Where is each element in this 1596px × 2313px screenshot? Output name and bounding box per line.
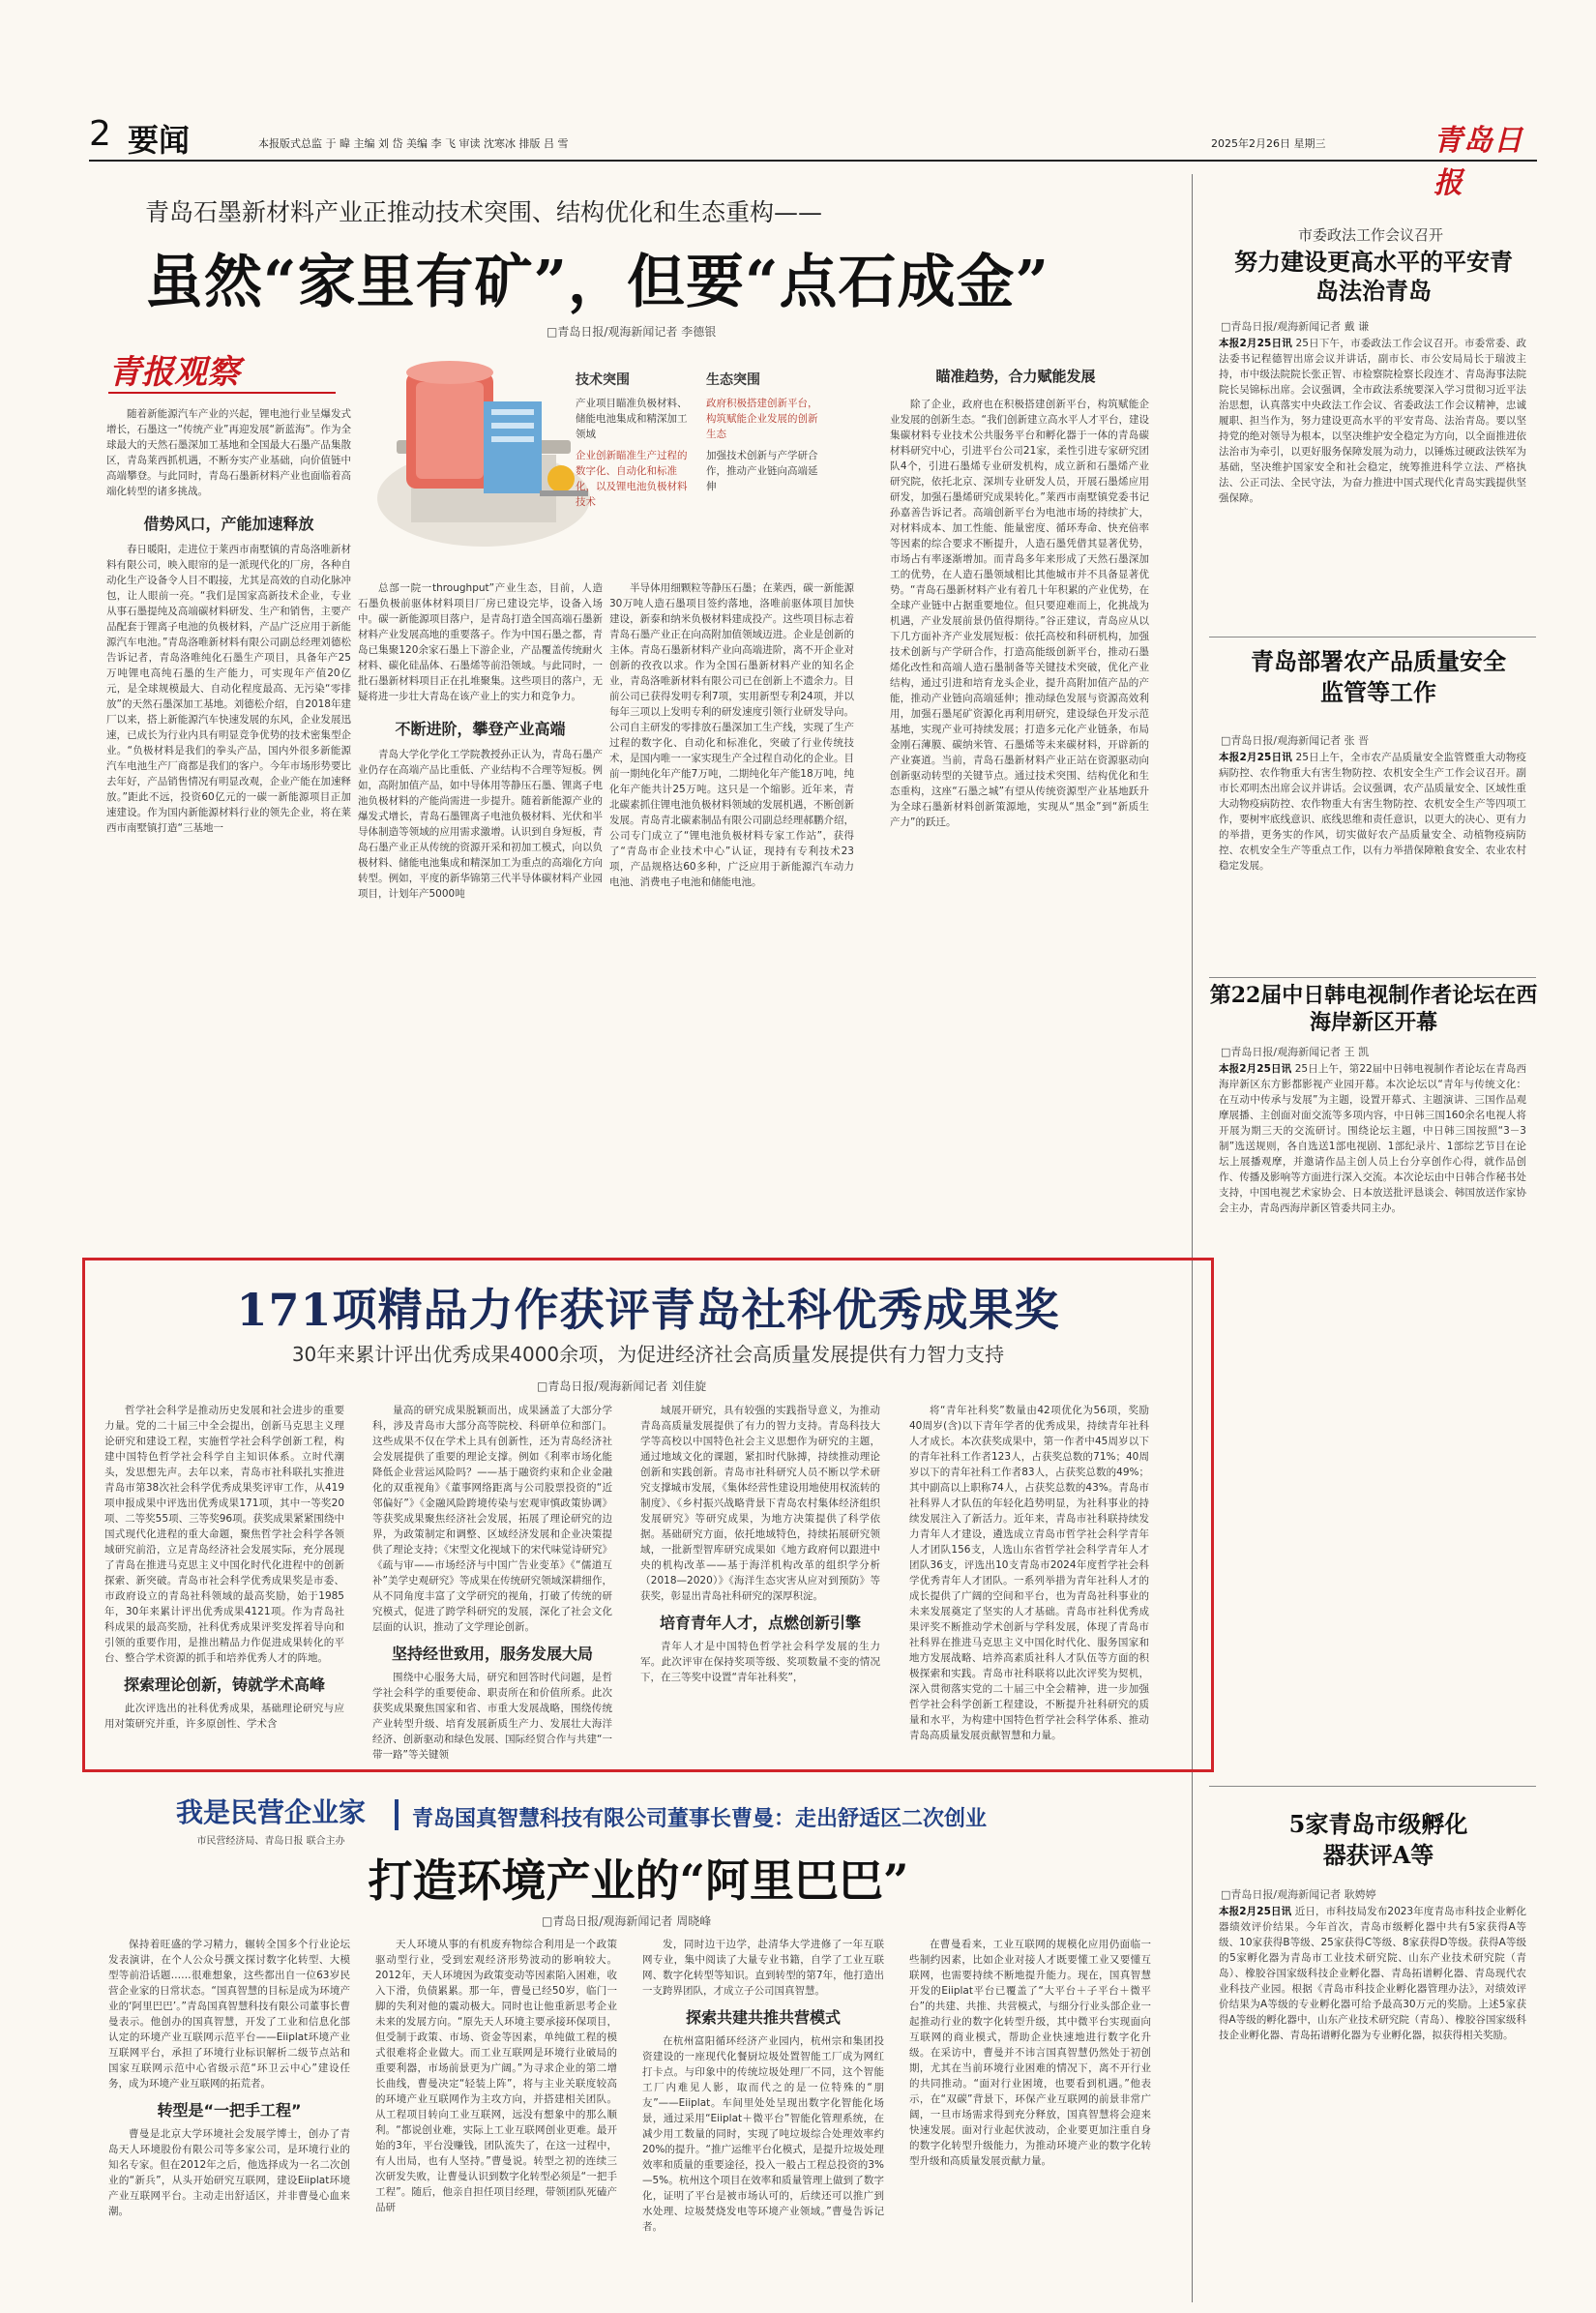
dateline: 本报2月25日讯 bbox=[1219, 1063, 1292, 1075]
bottom-story-col3-tail: 在杭州富阳循环经济产业园内，杭州宗和集团投资建设的一座现代化餐厨垃圾处置智能工厂成为网红打卡点。与印象中的传统垃圾处理厂不同，这个智能工厂内难见人影，取而代之的是一位特殊的“朋友”——Eiiplat。车间里处处呈现出数字化智能化场景，通过采用“Eiiplat＋微平台”智能化管理系统，在减少用工数量的同时，实现了吨垃圾综合处理效率约20%的提升。“推广运维平台化模式，是提升垃圾处理效率和质量的重要途径，投入一般占工程总投资的3%—5%。杭州这个项目在效率和质量管理上做到了数字化，证明了平台是被市场认可的，后续还可以推广到水处理、垃圾焚烧发电等环境产业领域。”曹曼告诉记者。 bbox=[642, 2035, 884, 2233]
infographic-eco-item: 加强技术创新与产学研合作，推动产业链向高端延伸 bbox=[706, 450, 818, 492]
top-story-col3-body: 半导体用细颗粒等静压石墨；在莱西，碳一新能源30万吨人造石墨项目签约落地，洛唯前驱体项目加快建设，新泰和纳米负极材料建成投产。这些项目标志着青岛石墨产业正在向高附加值领域迈进。企业是创新的主体。青岛石墨新材料产业向高端进阶，离不开企业对创新的孜孜以求。作为全国石墨新材料产业的知名企业，青岛洛唯新材料有限公司已在创新上不遗余力。目前公司已获得发明专利7项，实用新型专利24项，并以每年三项以上发明专利的研发速度引领行业研发导向。公司自主研发的零排放石墨深加工生产线，实现了生产过程的数字化、自动化和标准化，突破了行业传统技术，是国内唯一一家实现生产全过程自动化的企业。目前一期纯化年产能7万吨，二期纯化年产能18万吨，纯化年产能共计25万吨。这只是一个缩影。近年来，青北碳素抓住锂电池负极材料领域的发展机遇，不断创新发展。青岛青北碳素制品有限公司副总经理郝鹏介绍，公司专门成立了“锂电池负极材料专家工作站”，获得了“青岛市企业技术中心”认证，现持有专利技术23项，产品规格达60多种，广泛应用于新能源汽车动力电池、消费电子电池和储能电池。 bbox=[609, 582, 854, 888]
top-story-col2-body: 总部一院一throughput”产业生态，目前，人造石墨负极前驱体材料项目厂房已建设完毕，设备入场中。碳一新能源项目落户，是青岛打造全国高端石墨新材料产业发展高地的重要落子。作为中国石墨之都，青岛已集聚120余家石墨上下游企业，产品覆盖传统耐火材料、碳化硅晶体、石墨烯等前沿领域。与此同时，一批石墨新材料项目正在扎堆聚集。这些项目的落户，无疑将进一步壮大青岛在该产业上的实力和竞争力。 bbox=[358, 582, 603, 702]
page-number: 2 bbox=[89, 114, 111, 154]
section-heading: 借势风口，产能加速释放 bbox=[143, 515, 314, 533]
infographic bbox=[368, 334, 890, 566]
side-byline: □青岛日报/观海新闻记者 耿娉婷 bbox=[1221, 1888, 1376, 1901]
bottom-story-col2 bbox=[375, 1937, 617, 2300]
bottom-story-col2-body: 天人环境从事的有机废弃物综合利用是一个政策驱动型行业，受到宏观经济形势波动的影响较大。2012年，天人环境因为政策变动等因素陷入困难，收入下滑，负债累累。那一年，曹曼已经50岁，临门一脚的失利对他的震动极大。同时也让他重新思考企业未来的发展方向。“原先天人环境主要承接环保项目，但受制于政策、市场、资金等因素，单纯做工程的模式很难将企业做大。而工业互联网是环境行业破局的重要利器，市场前景更为广阔。”为寻求企业的第二增长曲线，曹曼决定“轻装上阵”，将与主业关联度较高的环境产业互联网作为主攻方向，并搭建相关团队。从工程项目转向工业互联网，远没有想象中的那么顺利。“都说创业难，实际上工业互联网创业更难。最开始的3年，平台没赚钱，团队流失了，在这一过程中，有人出局，也有人坚持。”曹曼说。转型之初的连续三次研发失败，让曹曼认识到数字化转型必须是“一把手工程”。随后，他亲自担任项目经理，带领团队死磕产品研 bbox=[375, 1939, 617, 2213]
bottom-story-col1-body: 保持着旺盛的学习精力，辗转全国多个行业论坛发表演讲，在个人公众号撰文探讨数字化转型、大模型等前沿话题……很难想象，这些都出自一位63岁民营企业家的日常状态。“国真智慧的目标是成为环境产业的‘阿里巴巴’。”青岛国真智慧科技有限公司董事长曹曼表示。他创办的国真智慧，开发了工业和信息化部认定的环境产业互联网示范平台——Eiiplat环境产业互联网平台，承担了环境行业标识解析二级节点站和国家互联网示范中心省级示范“环卫云中心”建设任务，成为环境产业互联网的拓荒者。 bbox=[108, 1939, 350, 2090]
main-story-col3 bbox=[640, 1403, 880, 1763]
dateline: 本报2月25日讯 bbox=[1219, 338, 1292, 349]
side-headline: 5家青岛市级孵化器获评A等 bbox=[1288, 1810, 1468, 1869]
top-story-col2-body2: 青岛大学化学化工学院教授孙正认为，青岛石墨产业仍存在高端产品比重低、产业结构不合理等短板。例如，高附加值产品，如中导体用等静压石墨、锂离子电池负极材料的产能尚需进一步提升。随着新能源产业的爆发式增长，青岛石墨锂离子电池负极材料、光伏和半导体制造等领域的应用需求激增。认识到自身短板，青岛石墨产业正从传统的资源开采和初加工模式，向以负极材料、储能电池集成和精深加工为重点的高端化方向转型。例如，平度的新华锦第三代半导体碳材料产业园项目，计划年产5000吨 bbox=[358, 749, 603, 900]
side-body: 25日上午，全市农产品质量安全监管暨重大动物疫病防控、农作物重大有害生物防控、农机安全生产工作会议召开。副市长邓明杰出席会议并讲话。会议强调，农产品质量安全、区域性重大动物疫病防控、农作物重大有害生物防控、农机安全生产等四项工作，要树牢底线意识、底线思维和责任意识，以更大的决心、更有力的举措，更务实的作风，切实做好农产品质量安全、动植物疫病防控、农机安全生产等重点工作，以有力举措保障粮食安全、农业农村稳定发展。 bbox=[1219, 752, 1526, 872]
main-story-col4-body: 将“青年社科奖”数量由42项优化为56项，奖励40周岁(含)以下青年学者的优秀成果，持续青年社科人才成长。本次获奖成果中，第一作者中45周岁以下的青年社科工作者123人，占获奖总数的71%；40周岁以下的青年社科工作者83人，占获奖总数的49%；其中副高以上职称74人，占获奖总数的43%。青岛市社科界人才队伍的年轻化趋势明显，为社科事业的持续发展注入了新活力。近年来，青岛市社科联持续发力青年人才建设，遴选成立青岛市哲学社会科学青年人才团队156支，人选山东省哲学社会科学青年人才团队36支，评选出10支青岛市2024年度哲学社会科学优秀青年人才团队。一系列举措为青年社科人才的成长提供了广阔的空间和平台，也为青岛社科事业的未来发展奠定了坚实的人才基础。青岛市社科优秀成果评奖不断推动学术创新与学科发展，体现了青岛市社科界在推进马克思主义中国化时代化、服务国家和地方发展战略、培养高素质社科人才队伍等方面的积极探索和实践。青岛市社科联将以此次评奖为契机，深入贯彻落实党的二十届三中全会精神，进一步加强哲学社会科学创新工程建设，不断提升社科研究的质量和水平，为构建中国特色哲学社会科学体系、推动青岛高质量发展贡献智慧和力量。 bbox=[909, 1405, 1149, 1741]
side-body: 25日下午，市委政法工作会议召开。市委常委、政法委书记程德智出席会议并讲话，副市长、市公安局局长于瑞波主持，市中级法院院长张正智、市检察院检察长段连才、青岛海事法院院长吴锦标出席。会议强调，全市政法系统要深入学习贯彻习近平法治思想，认真落实中央政法工作会议、省委政法工作会议精神，忠诚履职、担当作为，努力建设更高水平的平安青岛、法治青岛。要以坚持党的绝对领导为根本，以坚决维护安全稳定为方向，以全面推进依法治市为牵引，以更好服务保障发展为动力，以锤炼过硬政法铁军为基础，坚决维护国家安全和社会稳定，统筹推进科学立法、严格执法、公正司法、全民守法，为奋力推进中国式现代化青岛实践提供坚强保障。 bbox=[1219, 338, 1526, 504]
column-banner bbox=[106, 1792, 435, 1846]
main-story-col1-tail: 此次评选出的社科优秀成果，基础理论研究与应用对策研究并重，许多原创性、学术含 bbox=[104, 1703, 344, 1730]
bottom-story-col4-body: 在曹曼看来，工业互联网的规模化应用仍面临一些制约因素，比如企业对接人才既要懂工业又要懂互联网，也需要持续不断地提升能力。现在，国真智慧开发的Eiiplat平台已覆盖了“大平台＋子平台＋微平台”的共建、共推、共营模式，与细分行业头部企业一起推动行业的数字化转型升级，其中微平台实现面向互联网的商业模式，帮助企业快速地进行数字化升级。在采访中，曹曼并不讳言国真智慧仍然处于初创期，尤其在当前环境行业困难的情况下，离不开行业的共同推动。“面对行业困境，也要看到机遇。”他表示，在“双碳”背景下，环保产业互联网的前景非常广阔，一旦市场需求得到充分释放，国真智慧将会迎来快速发展。面对行业起伏波动，企业要更加注重自身的数字化转型升级能力，为推动环境产业的数字化转型升级和高质量发展贡献力量。 bbox=[909, 1939, 1151, 2167]
bottom-story-byline: □青岛日报/观海新闻记者 周晓峰 bbox=[542, 1914, 712, 1928]
editor-credits: 本报版式总监 于 暐 主编 刘 岱 美编 李 飞 审读 沈寒冰 排版 吕 雪 bbox=[258, 137, 569, 150]
bottom-story-col3-body: 发，同时边干边学，赴清华大学进修了一年互联网专业，集中阅读了大量专业书籍，自学了工业互联网、数字化转型等知识。直到转型的第7年，他打造出一支跨界团队，才成立子公司国真智慧。 bbox=[642, 1939, 884, 1997]
top-story-col4-body: 除了企业，政府也在积极搭建创新平台，构筑赋能企业发展的创新生态。“我们创新建立高水平人才平台，建设集碳材料专业技术公共服务平台和孵化器于一体的青岛碳材料研究中心，引进平台公司21家，柔性引进专家研究团队4个，引进石墨烯专业研发机构，成立新和石墨烯产业研究院，依托北京、深圳专业研发人员，开展石墨烯应用研发，加强石墨烯研究成果转化。”莱西市南墅镇党委书记孙嘉善告诉记者。高端创新平台为电池市场的持续扩大，对材料成本、加工性能、能量密度、循环寿命、快充倍率等因素的综合要求不断提升，人造石墨凭借其显著优势，市场占有率逐渐增加。而青岛多年来形成了天然石墨深加工的优势，在人造石墨领域相比其他城市并不具备显著优势。“青岛石墨新材料产业有着几十年积累的产业优势，在全球产业链中占据重要地位。但只要迎难而上，化挑战为机遇，产业发展前景仍值得期待。”谷正建议，青岛应从以下几方面补齐产业发展短板：依托高校和科研机构，加强技术创新与产学研合作，打造高能级创新平台，推动石墨烯化改性和高端人造石墨制备等关键技术突破，优化产业结构，通过引进和培育龙头企业，提升高附加值产品的产能，推动产业链向高端延伸；推动绿色发展与资源高效利用，加强石墨尾矿资源化再利用研究，建设绿色开发示范基地，实现产业可持续发展；打造多元化产业链条，布局金刚石薄膜、碳纳米管、石墨烯等未来碳材料，开辟新的产业赛道。当前，青岛石墨新材料产业正站在资源驱动向创新驱动转型的关键节点。通过技术突围、结构优化和生态重构，这座“石墨之城”有望从传统资源型产业基地跃升为全球石墨新材料创新策源地，实现从“黑金”到“新质生产力”的跃迁。 bbox=[890, 399, 1149, 828]
side-divider bbox=[1209, 637, 1536, 638]
side-article bbox=[1219, 1061, 1526, 1501]
bottom-story-col1-tail: 曹曼是北京大学环境社会发展学博士，创办了青岛天人环境股份有限公司等多家公司，是环境行业的知名专家。但在2012年之后，他选择成为一名二次创业的“新兵”，从头开始研究互联网，建设Eiiplat环境产业互联网平台。主动走出舒适区，并非曹曼心血来潮。 bbox=[108, 2128, 350, 2217]
infographic-eco-panel bbox=[706, 372, 822, 556]
top-story-col2 bbox=[358, 580, 603, 1219]
bottom-story-headline: 打造环境产业的“阿里巴巴” bbox=[368, 1854, 909, 1907]
bottom-story-kicker: 青岛国真智慧科技有限公司董事长曹曼：走出舒适区二次创业 bbox=[412, 1807, 988, 1831]
side-byline: □青岛日报/观海新闻记者 王 凯 bbox=[1221, 1046, 1370, 1058]
section-heading: 转型是“一把手工程” bbox=[157, 2101, 302, 2120]
masthead-rule bbox=[89, 160, 1537, 162]
side-headline: 努力建设更高水平的平安青岛法治青岛 bbox=[1234, 248, 1513, 305]
top-story-kicker: 青岛石墨新材料产业正推动技术突围、结构优化和生态重构—— bbox=[145, 198, 823, 226]
bottom-story-kicker-bar bbox=[395, 1799, 1114, 1830]
top-story-col3 bbox=[609, 580, 854, 1219]
main-story-col4 bbox=[909, 1403, 1149, 1763]
issue-date: 2025年2月26日 星期三 bbox=[1211, 137, 1326, 150]
side-body: 25日上午，第22届中日韩电视制作者论坛在青岛西海岸新区东方影都影视产业园开幕。本次论坛以“青年与传统文化：在互动中传承与发展”为主题，设置开幕式、主题演讲、三国作品观摩展播、主创面对面交流等多项内容，中日韩三国160余名电视人将开展为期三天的交流研讨。围绕论坛主题，中日韩三国按照“3－3制”选送规则，各自选送1部电视剧、1部纪录片、1部综艺节目在论坛上展播观摩，并邀请作品主创人员上台分享创作心得，就作品创作、传播及影响等方面进行深入交流。本次论坛由中日韩合作秘书处支持，中国电视艺术家协会、日本放送批评恳谈会、韩国放送作家协会主办，青岛西海岸新区管委共同主办。 bbox=[1219, 1063, 1526, 1214]
main-story-byline: □青岛日报/观海新闻记者 刘佳旋 bbox=[537, 1379, 707, 1393]
dateline: 本报2月25日讯 bbox=[1219, 1906, 1292, 1917]
top-story-col4 bbox=[890, 397, 1149, 1219]
column-banner-sub: 市民营经济局、青岛日报 联合主办 bbox=[196, 1836, 345, 1847]
main-story-col1 bbox=[104, 1403, 344, 1763]
top-story-col4-heading: 瞄准趋势，合力赋能发展 bbox=[935, 368, 1096, 385]
main-story-col2-tail: 围绕中心服务大局，研究和回答时代问题，是哲学社会科学的重要使命、职责所在和价值所系。此次获奖成果聚焦国家和省、市重大发展战略，围绕传统产业转型升级、培育发展新质生产力、发展壮大海洋经济、创新驱动和绿色发展、国际经贸合作与共建“一带一路”等关键领 bbox=[372, 1672, 612, 1761]
main-story-col2-body: 量高的研究成果脱颖而出，成果涵盖了大部分学科，涉及青岛市大部分高等院校、科研单位和部门。这些成果不仅在学术上具有创新性，还为青岛经济社会发展提供了重要的理论支撑。例如《利率市场化能降低企业营运风险吗？——基于融资约束和企业金融化的双重视角》《董事网络距离与公司股票投资的“近邻偏好”》《金融风险跨境传染与宏观审慎政策协调》等获奖成果聚焦经济社会发展，拓展了理论研究的边界，为政策制定和调整、区域经济发展和企业决策提供了理论支持；《宋型文化视域下的宋代味觉诗研究》《疏与审——市场经济与中国广告业变革》《“儒道互补”美学史观研究》等成果在传统研究领域深耕细作，从不同角度丰富了文学研究的视角，打破了传统的研究模式，促进了跨学科研究的发展，深化了社会文化层面的认识，推动了文学理论创新。 bbox=[372, 1405, 612, 1633]
column-banner-title: 我是民营企业家 bbox=[175, 1796, 366, 1828]
main-story-col3-tail: 青年人才是中国特色哲学社会科学发展的生力军。此次评审在保持奖项等级、奖项数量不变的情况下，在三等奖中设置“青年社科奖”， bbox=[640, 1641, 880, 1683]
side-article bbox=[1219, 750, 1526, 970]
main-story-col2 bbox=[372, 1403, 612, 1763]
side-article bbox=[1219, 336, 1526, 636]
column-badge-text: 青报观察 bbox=[108, 353, 240, 392]
newspaper-logo: 青岛日报 bbox=[1433, 124, 1523, 200]
top-story-col1 bbox=[106, 406, 351, 1219]
dateline: 本报2月25日讯 bbox=[1219, 752, 1292, 763]
column-badge bbox=[108, 345, 336, 398]
main-story-col3-body: 域展开研究，具有较强的实践指导意义，为推动青岛高质量发展提供了有力的智力支持。青岛科技大学等高校以中国特色社会主义思想作为研究的主题，通过地域文化的课题，紧扣时代脉搏，持续推动理论创新和实践创新。青岛市社科研究人员不断以学术研究支撑城市发展，《集体经营性建设用地使用权流转的制度》、《乡村振兴战略背景下青岛农村集体经济组织发展研究》等研究成果，为地方决策提供了科学依据。基础研究方面，依托地域特色，持续拓展研究领域，一批新型智库研究成果如《地方政府何以跟进中央的机构改革——基于海洋机构改革的组织学分析（2018—2020）》《海洋生态灾害从应对到预防》等获奖，彰显出青岛社科研究的深厚积淀。 bbox=[640, 1405, 880, 1602]
top-story-intro: 随着新能源汽车产业的兴起，锂电池行业呈爆发式增长，石墨这一“传统产业”再迎发展“新蓝海”。作为全球最大的天然石墨深加工基地和全国最大石墨产品集散区，青岛莱西抓机遇，不断夯实产业基础，向价值链中高端攀登。与此同时，青岛石墨新材料产业也面临着高端化转型的诸多挑战。 bbox=[106, 408, 351, 497]
side-byline: □青岛日报/观海新闻记者 张 晋 bbox=[1221, 734, 1370, 747]
infographic-eco-title: 生态突围 bbox=[706, 372, 760, 388]
column-divider bbox=[1192, 174, 1193, 2302]
side-body: 近日，市科技局发布2023年度青岛市科技企业孵化器绩效评价结果。今年首次，青岛市级孵化器中共有5家获得A等级、10家获得B等级、25家获得C等级、8家获得D等级。获得A等级的5家孵化器为青岛市工业技术研究院、山东产业技术研究院（青岛）、橡胶谷国家级科技企业孵化器、青岛拓谱孵化器、青岛现代农业科技产业园。根据《青岛市科技企业孵化器管理办法》，对绩效评价结果为A等级的专业孵化器可给予最高30万元的奖励。上述5家获得A等级的孵化器中，山东产业技术研究院（青岛）、橡胶谷国家级科技企业孵化器、青岛拓谱孵化器为专业孵化器，拟获得相关奖励。 bbox=[1219, 1906, 1526, 2041]
section-heading: 探索共建共推共营模式 bbox=[685, 2008, 841, 2027]
section-heading: 培育青年人才，点燃创新引擎 bbox=[659, 1614, 861, 1632]
infographic-tech-title: 技术突围 bbox=[576, 372, 630, 388]
section-name: 要闻 bbox=[128, 122, 191, 159]
masthead bbox=[89, 114, 1540, 200]
side-article bbox=[1219, 1904, 1526, 2300]
side-headline: 青岛部署农产品质量安全监管等工作 bbox=[1251, 647, 1506, 706]
bottom-story-col3 bbox=[642, 1937, 884, 2300]
infographic-tech-item: 企业创新瞄准生产过程的数字化、自动化和标准化，以及锂电池负极材料技术 bbox=[576, 450, 688, 508]
bottom-story-col1 bbox=[108, 1937, 350, 2300]
bottom-story-col4 bbox=[909, 1937, 1151, 2300]
infographic-eco-item: 政府积极搭建创新平台，构筑赋能企业发展的创新生态 bbox=[706, 398, 818, 440]
side-kicker: 市委政法工作会议召开 bbox=[1297, 226, 1443, 244]
side-divider bbox=[1209, 1786, 1536, 1787]
main-story-subhead: 30年来累计评出优秀成果4000余项，为促进经济社会高质量发展提供有力智力支持 bbox=[291, 1343, 1005, 1366]
section-heading: 探索理论创新，铸就学术高峰 bbox=[123, 1675, 325, 1694]
infographic-tech-panel bbox=[576, 372, 696, 556]
top-story-byline: □青岛日报/观海新闻记者 李德银 bbox=[547, 325, 717, 339]
section-heading: 不断进阶，攀登产业高端 bbox=[395, 720, 566, 738]
side-divider bbox=[1209, 977, 1536, 978]
side-byline: □青岛日报/观海新闻记者 戴 谦 bbox=[1221, 320, 1370, 333]
top-story-col1-body: 春日暖阳，走进位于莱西市南墅镇的青岛洛唯新材料有限公司，映入眼帘的是一派现代化的厂房，各种自动化生产设备令人目不暇接，尤其是高效的自动化脉冲包，让人眼前一亮。“我们是国家高新技术企业，专业从事石墨提纯及高端碳材料研发、生产和销售，主要产品配套于锂离子电池的负极材料，产品广泛应用于新能源汽车电池。”青岛洛唯新材料有限公司副总经理刘德松告诉记者，青岛洛唯纯化石墨生产项目，具备年产25万吨锂电高纯石墨的生产能力，可实现年产值20亿元，是全球规模最大、自动化程度最高、无污染“零排放”的天然石墨深加工基地。刘德松介绍，自2018年建厂以来，搭上新能源汽车快速发展的东风，企业发展迅速，已成长为行业内具有明显竞争优势的技术密集型企业。“负极材料是我们的拳头产品，国内外很多新能源汽车电池生产厂商都是我们的客户。今年市场形势要比去年好，产品销售情况有明显改观，企业产能在加速释放。”距此不远，投资60亿元的一碳一新能源项目正加速建设。作为国内新能源材料行业的领先企业，将在莱西市南墅镇打造“三基地一 bbox=[106, 544, 351, 834]
main-story-col1-body: 哲学社会科学是推动历史发展和社会进步的重要力量。党的二十届三中全会提出，创新马克思主义理论研究和建设工程，实施哲学社会科学创新工程，构建中国特色哲学社会科学自主知识体系。立时代潮头，发思想先声。去年以来，青岛市社科联扎实推进青岛市第38次社会科学优秀成果奖评审工作，从419项申报成果中评选出优秀成果171项，其中一等奖20项、二等奖55项、三等奖96项。获奖成果紧紧围绕中国式现代化进程的重大命题，聚焦哲学社会科学各领域研究前沿，立足青岛经济社会发展实际，充分展现了青岛在推进马克思主义中国化时代化进程中的创新探索、新突破。青岛市社会科学优秀成果奖是市委、市政府设立的青岛社科领域的最高奖励，始于1985年，30年来累计评出优秀成果4121项。作为青岛社科成果的最高奖励，社科优秀成果评奖发挥着导向和引领的重要作用，是推出精品力作促进成果转化的平台、整合学术资源的抓手和培养优秀人才的阵地。 bbox=[104, 1405, 344, 1664]
top-story-headline: 虽然“家里有矿”，但要“点石成金” bbox=[145, 249, 1050, 316]
section-heading: 坚持经世致用，服务发展大局 bbox=[391, 1645, 593, 1663]
infographic-tech-item: 产业项目瞄准负极材料、储能电池集成和精深加工领域 bbox=[576, 398, 688, 440]
side-headline: 第22届中日韩电视制作者论坛在西海岸新区开幕 bbox=[1209, 983, 1538, 1035]
main-story-headline: 171项精品力作获评青岛社科优秀成果奖 bbox=[236, 1284, 1060, 1336]
